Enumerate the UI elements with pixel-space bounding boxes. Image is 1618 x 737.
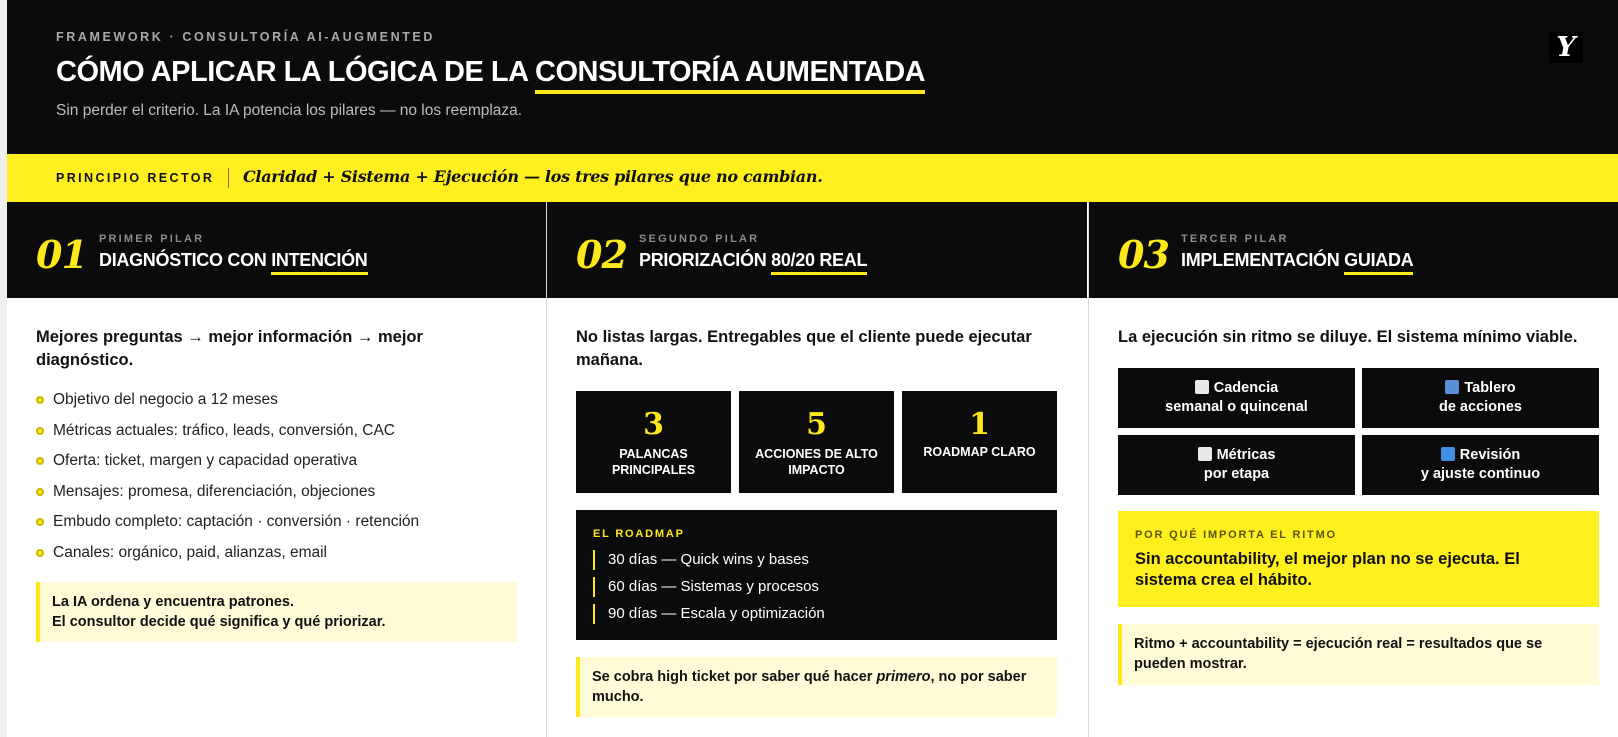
calendar-icon bbox=[1195, 380, 1209, 394]
tile-metrics bbox=[1118, 435, 1355, 495]
pillar-header bbox=[1089, 202, 1618, 298]
note-line: La IA ordena y encuentra patrones. bbox=[52, 594, 294, 610]
why-rhythm-callout bbox=[1118, 511, 1599, 607]
list-item: Métricas actuales: tráfico, leads, conversión, CAC bbox=[36, 421, 419, 452]
page-subtitle: Sin perder el criterio. La IA potencia los pilares — no los reemplaza. bbox=[56, 102, 523, 119]
roadmap-step: 30 días — Quick wins y bases bbox=[593, 550, 809, 570]
list-item: Canales: orgánico, paid, alianzas, email bbox=[36, 543, 419, 574]
stat-box-roadmap bbox=[902, 391, 1057, 493]
pillar-title-highlight: GUIADA bbox=[1344, 250, 1413, 275]
pillar-title bbox=[1181, 250, 1413, 271]
why-label: POR QUÉ IMPORTA EL RITMO bbox=[1135, 529, 1337, 541]
pillar-column-2 bbox=[547, 202, 1087, 737]
header bbox=[7, 0, 1618, 154]
pillar-number: 03 bbox=[1118, 232, 1169, 277]
stat-box-actions bbox=[739, 391, 894, 493]
pillar-column-3 bbox=[1089, 202, 1618, 737]
pillar-lead: No listas largas. Entregables que el cliente puede ejecutar mañana. bbox=[576, 328, 1032, 369]
tile-review bbox=[1362, 435, 1599, 495]
bar-chart-icon bbox=[1445, 380, 1459, 394]
stat-label: PALANCAS PRINCIPALES bbox=[611, 447, 696, 477]
pillar-lead: La ejecución sin ritmo se diluye. El sistema mínimo viable. bbox=[1118, 328, 1578, 346]
tile-title: Tablero bbox=[1464, 380, 1516, 396]
trend-up-icon bbox=[1198, 447, 1212, 461]
pillar-eyebrow: TERCER PILAR bbox=[1181, 233, 1289, 245]
principle-bar bbox=[7, 154, 1618, 202]
note-line: El consultor decide qué significa y qué priorizar. bbox=[52, 614, 386, 630]
pillar-eyebrow: PRIMER PILAR bbox=[99, 233, 205, 245]
note-emphasis: primero bbox=[876, 669, 931, 685]
principle-divider bbox=[228, 168, 229, 188]
page-title bbox=[56, 56, 925, 89]
tile-subtitle: semanal o quincenal bbox=[1165, 399, 1308, 415]
list-item: Embudo completo: captación · conversión · retención bbox=[36, 512, 419, 543]
stat-value: 1 bbox=[969, 407, 990, 442]
framework-page bbox=[7, 0, 1618, 737]
stat-value: 5 bbox=[806, 407, 827, 442]
tile-title: Cadencia bbox=[1213, 380, 1279, 396]
pillar-title-prefix: IMPLEMENTACIÓN bbox=[1181, 250, 1345, 270]
pillar-title-highlight: INTENCIÓN bbox=[271, 250, 367, 275]
stat-box-levers bbox=[576, 391, 731, 493]
header-eyebrow: FRAMEWORK · CONSULTORÍA AI-AUGMENTED bbox=[56, 30, 435, 44]
pillar-note: Ritmo + accountability = ejecución real = resultados que se pueden mostrar. bbox=[1118, 624, 1599, 685]
note-text: Se cobra high ticket por saber qué hacer bbox=[592, 669, 877, 685]
list-item: Oferta: ticket, margen y capacidad operativa bbox=[36, 451, 419, 482]
tile-dashboard bbox=[1362, 368, 1599, 428]
pillar-note bbox=[36, 582, 517, 642]
brand-logo-icon: Y bbox=[1549, 32, 1583, 63]
pillar-number: 02 bbox=[576, 232, 627, 277]
pillar-lead: Mejores preguntas → mejor información → mejor diagnóstico. bbox=[36, 328, 423, 369]
page-title-prefix: CÓMO APLICAR LA LÓGICA DE LA bbox=[56, 56, 536, 88]
roadmap-title: EL ROADMAP bbox=[593, 528, 685, 540]
list-item: Objetivo del negocio a 12 meses bbox=[36, 390, 419, 421]
tile-title: Métricas bbox=[1216, 447, 1276, 463]
pillar-header bbox=[547, 202, 1087, 298]
why-text: Sin accountability, el mejor plan no se ejecuta. El sistema crea el hábito. bbox=[1135, 550, 1520, 589]
pillar-title-highlight: 80/20 REAL bbox=[771, 250, 867, 275]
pillar-title-prefix: DIAGNÓSTICO CON bbox=[99, 250, 272, 270]
tile-subtitle: de acciones bbox=[1438, 399, 1522, 415]
roadmap-panel bbox=[576, 510, 1057, 640]
list-item: Mensajes: promesa, diferenciación, objeciones bbox=[36, 482, 419, 513]
pillar-title bbox=[99, 250, 368, 271]
tile-cadence bbox=[1118, 368, 1355, 428]
pillar-header bbox=[7, 202, 546, 298]
principle-text: Claridad + Sistema + Ejecución — los tres pilares que no cambian. bbox=[243, 167, 823, 186]
roadmap-step: 90 días — Escala y optimización bbox=[593, 604, 825, 624]
tile-subtitle: y ajuste continuo bbox=[1420, 466, 1541, 482]
pillar-eyebrow: SEGUNDO PILAR bbox=[639, 233, 760, 245]
refresh-icon bbox=[1441, 447, 1455, 461]
principle-label: PRINCIPIO RECTOR bbox=[56, 171, 215, 185]
diagnostic-checklist bbox=[36, 390, 419, 573]
stat-label: ROADMAP CLARO bbox=[923, 445, 1036, 459]
page-title-highlight: CONSULTORÍA AUMENTADA bbox=[535, 56, 925, 94]
pillar-column-1 bbox=[7, 202, 546, 737]
roadmap-step: 60 días — Sistemas y procesos bbox=[593, 577, 819, 597]
note-text: , no por saber mucho. bbox=[592, 669, 1027, 705]
stat-label: ACCIONES DE ALTO IMPACTO bbox=[755, 447, 878, 477]
pillar-title bbox=[639, 250, 867, 271]
pillar-note bbox=[576, 657, 1057, 717]
stat-value: 3 bbox=[643, 407, 664, 442]
tile-subtitle: por etapa bbox=[1203, 466, 1270, 482]
pillar-title-prefix: PRIORIZACIÓN bbox=[639, 250, 772, 270]
tile-title: Revisión bbox=[1459, 447, 1521, 463]
pillar-number: 01 bbox=[36, 232, 87, 277]
